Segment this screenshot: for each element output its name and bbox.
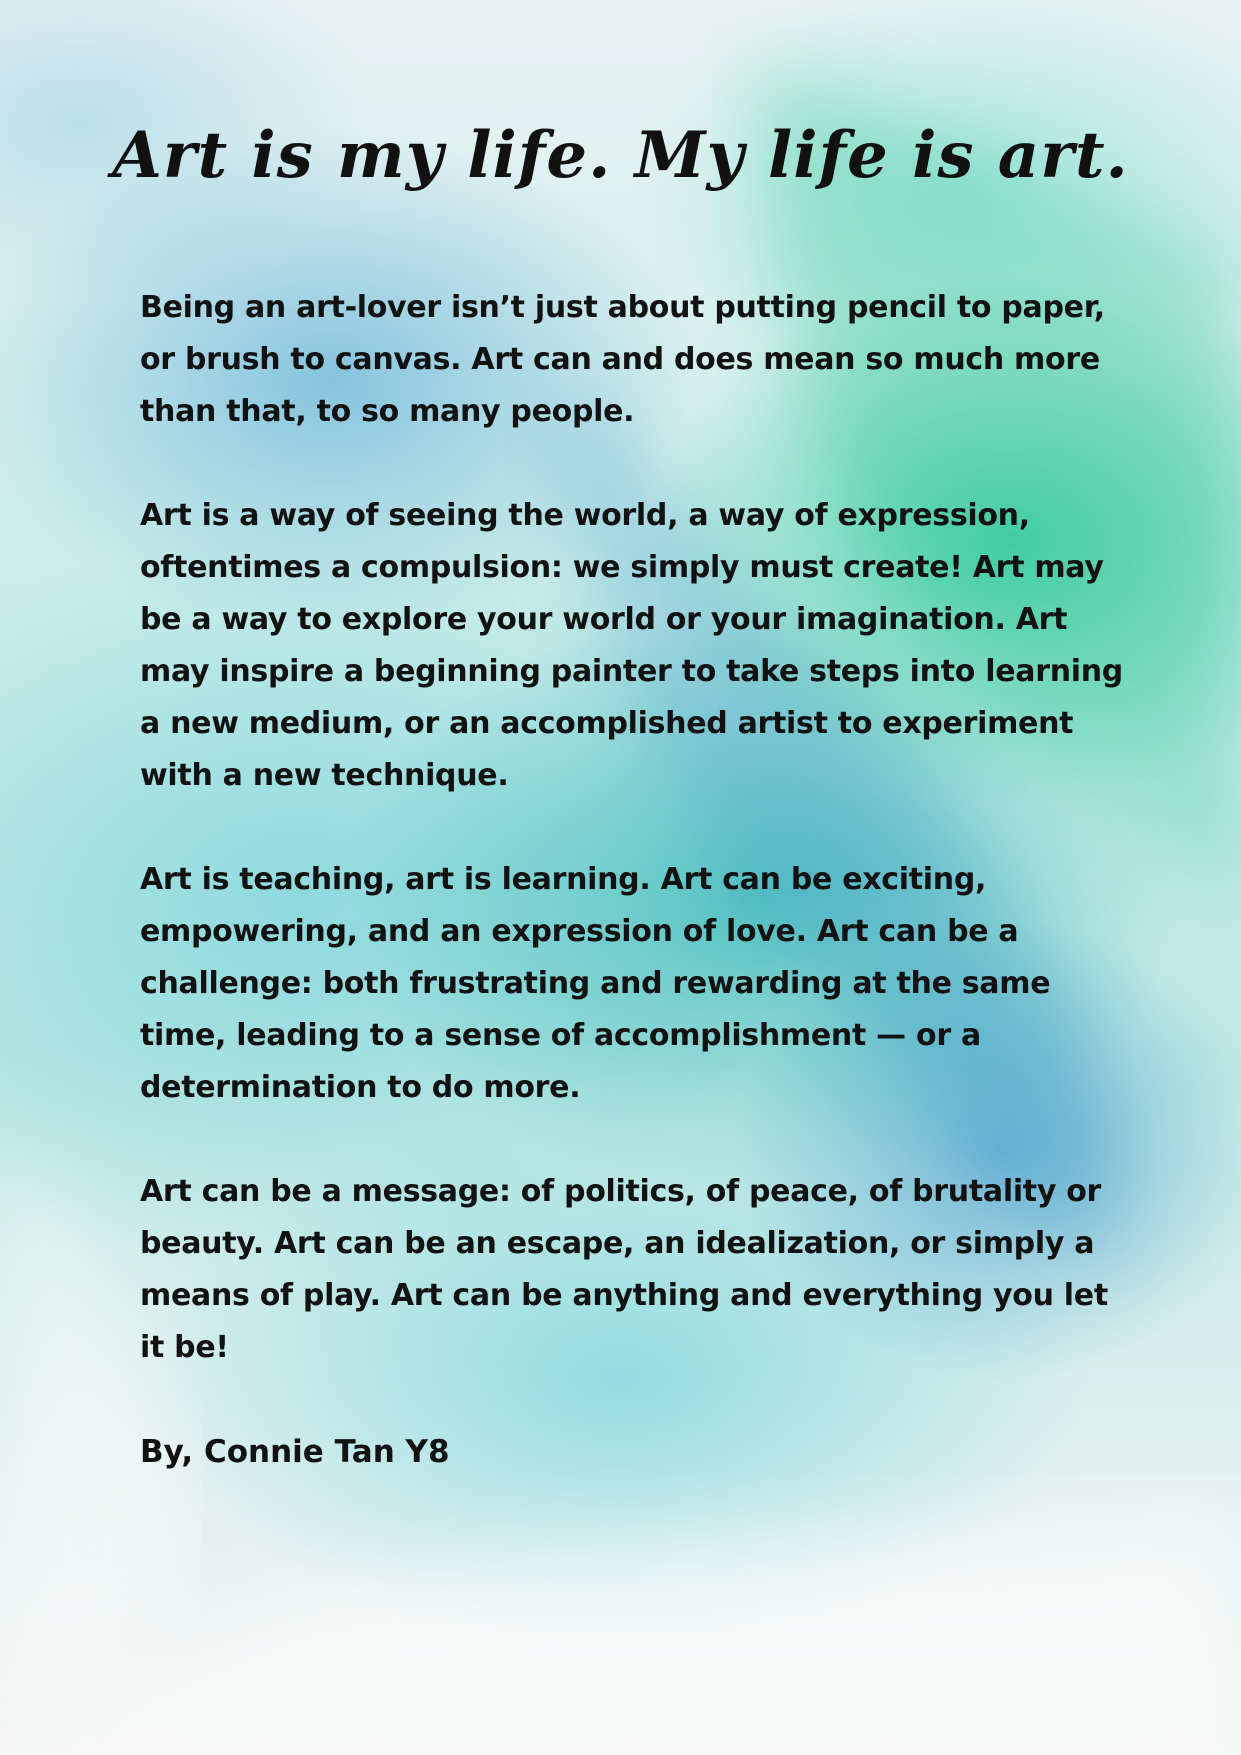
author-byline: By, Connie Tan Y8: [140, 1434, 450, 1470]
paragraph-2: Art is a way of seeing the world, a way of expression, oftentimes a compulsion: we simply must create! Art may be a way to explore your world or your imagination. Art may inspire a beginning painter to take steps into learning a new medium, or an accomplished artist to experiment with a new technique.: [140, 498, 1123, 793]
paragraph-4: Art can be a message: of politics, of peace, of brutality or beauty. Art can be an escape, an idealization, or simply a means of play. Art can be anything and everything you let it be!: [140, 1174, 1108, 1365]
article-body: [140, 282, 1130, 1426]
paragraph-1: Being an art-lover isn’t just about putting pencil to paper, or brush to canvas. Art can and does mean so much more than that, to so many people.: [140, 290, 1105, 429]
light-wash-bottom: [0, 1500, 1241, 1755]
paragraph-3: Art is teaching, art is learning. Art can be exciting, empowering, and an expression of love. Art can be a challenge: both frustrating and rewarding at the same time, leading to a sense of accomplishment — or a determination to do more.: [140, 862, 1051, 1105]
poster-title: Art is my life. My life is art.: [112, 118, 1129, 193]
